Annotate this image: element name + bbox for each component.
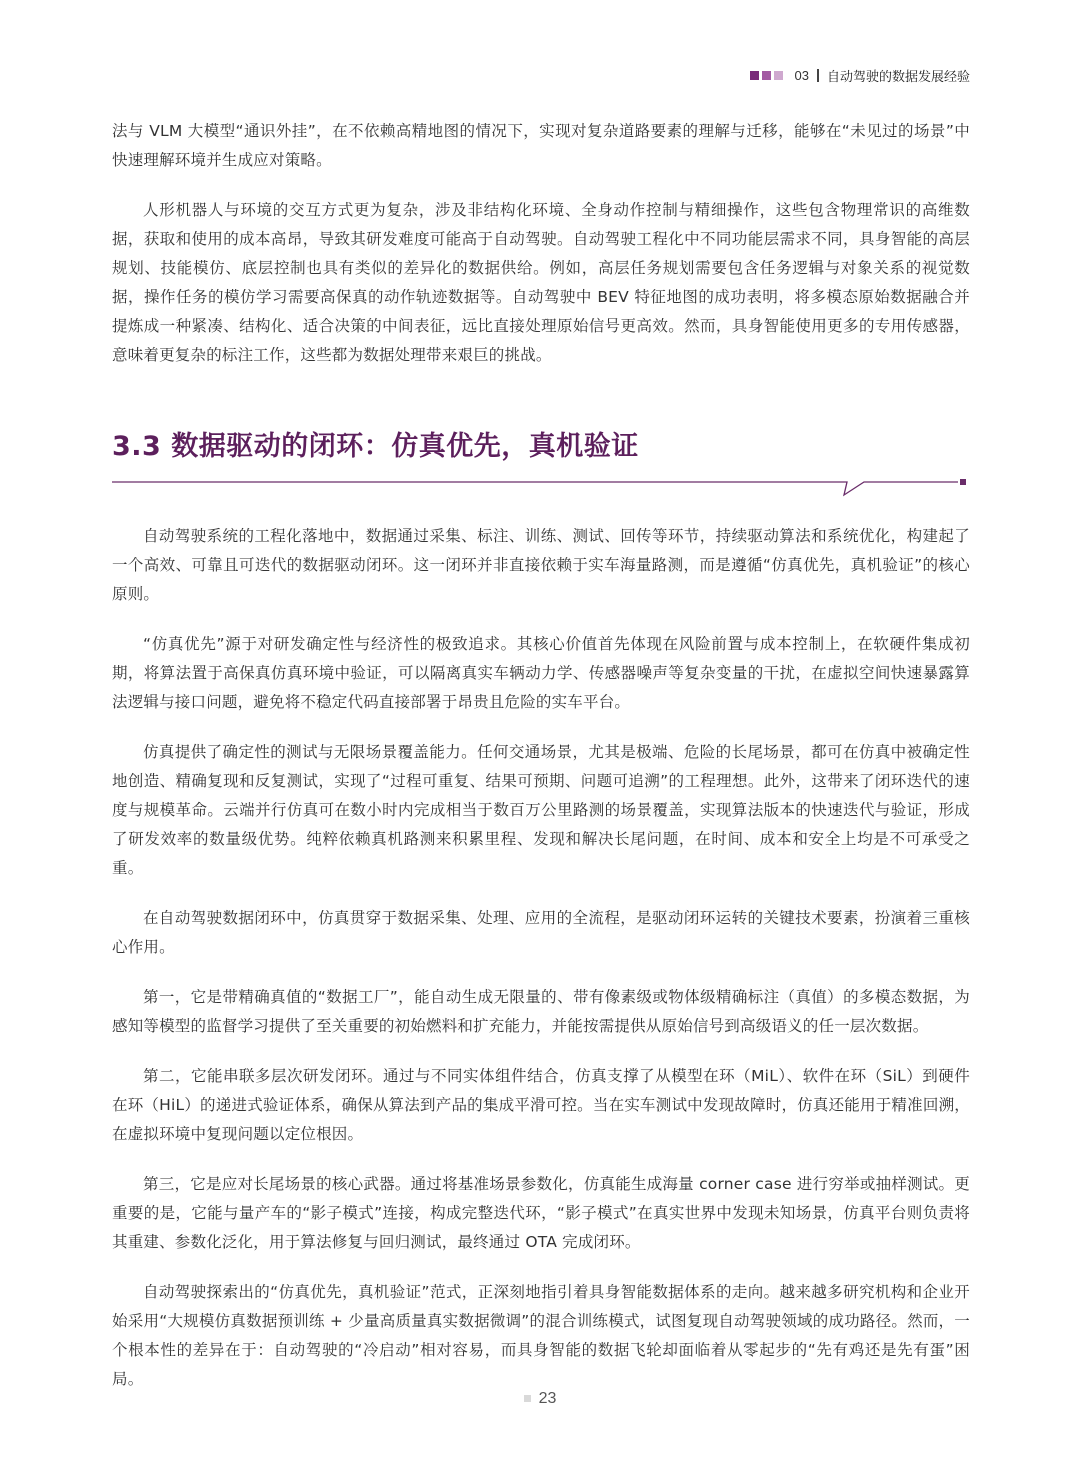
top-text-block: [112, 117, 970, 370]
body-text-block: [112, 522, 970, 1394]
square-icon: [774, 71, 783, 80]
paragraph: 第二，它能串联多层次研发闭环。通过与不同实体组件结合，仿真支撑了从模型在环（MiL）、软件在环（SiL）到硬件在环（HiL）的递进式验证体系，确保从算法到产品的集成平滑可控。当在实车测试中发现故障时，仿真还能用于精准回溯，在虚拟环境中复现问题以定位根因。: [112, 1067, 970, 1143]
square-icon: [750, 71, 759, 80]
paragraph: 自动驾驶探索出的“仿真优先，真机验证”范式，正深刻地指引着具身智能数据体系的走向。越来越多研究机构和企业开始采用“大规模仿真数据预训练 + 少量高质量真实数据微调”的混合训练模式，试图复现自动驾驶领域的成功路径。然而，一个根本性的差异在于：自动驾驶的“冷启动”相对容易，而具身智能的数据飞轮却面临着从零起步的“先有鸡还是先有蛋”困局。: [112, 1283, 970, 1388]
square-icon: [762, 71, 771, 80]
page-number: [0, 1390, 1080, 1408]
section-title-rule: [112, 476, 972, 500]
paragraph: “仿真优先”源于对研发确定性与经济性的极致追求。其核心价值首先体现在风险前置与成本控制上，在软硬件集成初期，将算法置于高保真仿真环境中验证，可以隔离真实车辆动力学、传感器噪声等复杂变量的干扰，在虚拟空间快速暴露算法逻辑与接口问题，避免将不稳定代码直接部署于昂贵且危险的实车平台。: [112, 635, 970, 711]
section-title: 3.3 数据驱动的闭环：仿真优先，真机验证: [112, 431, 639, 462]
paragraph: 第三，它是应对长尾场景的核心武器。通过将基准场景参数化，仿真能生成海量 corner case 进行穷举或抽样测试。更重要的是，它能与量产车的“影子模式”连接，构成完整迭代环，“影子模式”在真实世界中发现未知场景，仿真平台则负责将其重建、参数化泛化，用于算法修复与回归测试，最终通过 OTA 完成闭环。: [112, 1175, 970, 1251]
paragraph: 人形机器人与环境的交互方式更为复杂，涉及非结构化环境、全身动作控制与精细操作，这些包含物理常识的高维数据，获取和使用的成本高昂，导致其研发难度可能高于自动驾驶。自动驾驶工程化中不同功能层需求不同，具身智能的高层规划、技能模仿、底层控制也具有类似的差异化的数据供给。例如，高层任务规划需要包含任务逻辑与对象关系的视觉数据，操作任务的模仿学习需要高保真的动作轨迹数据等。自动驾驶中 BEV 特征地图的成功表明，将多模态原始数据融合并提炼成一种紧凑、结构化、适合决策的中间表征，远比直接处理原始信号更高效。然而，具身智能使用更多的专用传感器，意味着更复杂的标注工作，这些都为数据处理带来艰巨的挑战。: [112, 201, 970, 364]
paragraph: 仿真提供了确定性的测试与无限场景覆盖能力。任何交通场景，尤其是极端、危险的长尾场景，都可在仿真中被确定性地创造、精确复现和反复测试，实现了“过程可重复、结果可预期、问题可追溯”的工程理想。此外，这带来了闭环迭代的速度与规模革命。云端并行仿真可在数小时内完成相当于数百万公里路测的场景覆盖，实现算法版本的快速迭代与验证，形成了研发效率的数量级优势。纯粹依赖真机路测来积累里程、发现和解决长尾问题，在时间、成本和安全上均是不可承受之重。: [112, 743, 970, 877]
chapter-number: 03: [794, 67, 809, 83]
paragraph: 自动驾驶系统的工程化落地中，数据通过采集、标注、训练、测试、回传等环节，持续驱动算法和系统优化，构建起了一个高效、可靠且可迭代的数据驱动闭环。这一闭环并非直接依赖于实车海量路测，而是遵循“仿真优先，真机验证”的核心原则。: [112, 527, 970, 603]
chapter-title: 自动驾驶的数据发展经验: [826, 69, 970, 85]
square-icon: [524, 1395, 531, 1402]
header-squares-icon: [750, 71, 783, 80]
paragraph: 第一，它是带精确真值的“数据工厂”，能自动生成无限量的、带有像素级或物体级精确标注（真值）的多模态数据，为感知等模型的监督学习提供了至关重要的初始燃料和扩充能力，并能按需提供从原始信号到高级语义的任一层次数据。: [112, 988, 970, 1035]
header-divider: [817, 69, 819, 82]
page-number-text: 23: [538, 1390, 557, 1407]
paragraph: 法与 VLM 大模型“通识外挂”，在不依赖高精地图的情况下，实现对复杂道路要素的理解与迁移，能够在“未见过的场景”中快速理解环境并生成应对策略。: [112, 122, 970, 169]
page-header: [750, 64, 970, 86]
paragraph: 在自动驾驶数据闭环中，仿真贯穿于数据采集、处理、应用的全流程，是驱动闭环运转的关键技术要素，扮演着三重核心作用。: [112, 909, 970, 956]
